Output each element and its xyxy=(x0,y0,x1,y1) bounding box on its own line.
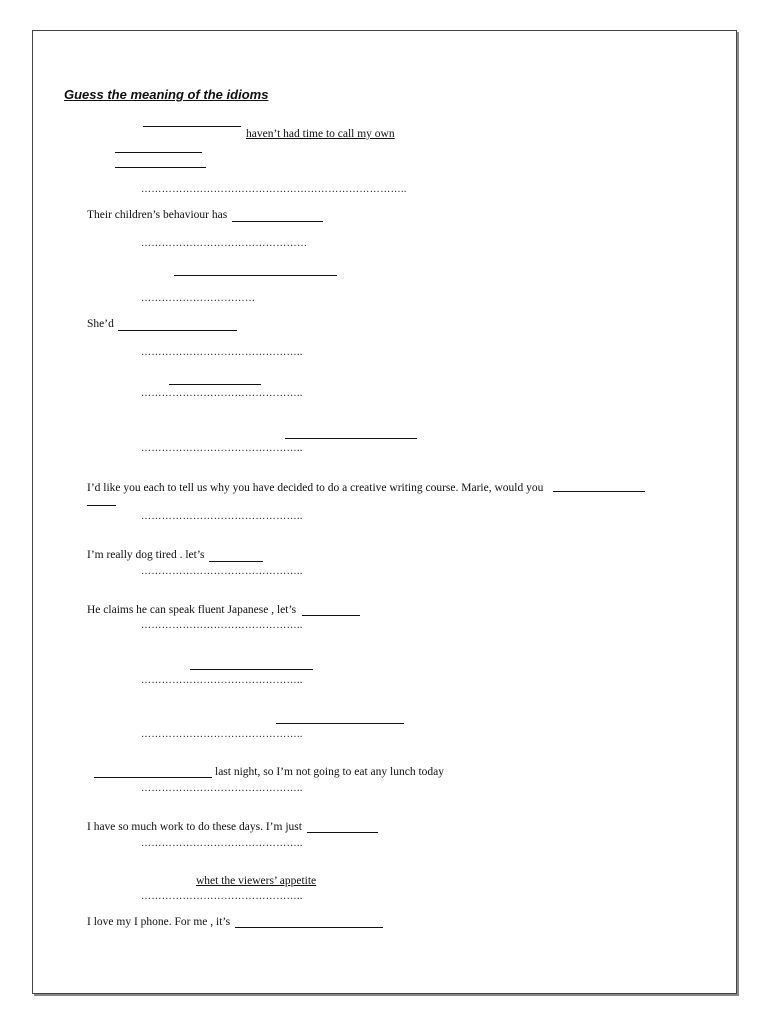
meaning-line[interactable]: ……………………………………….. xyxy=(141,783,303,794)
meaning-line[interactable]: ………………………………………………………………….. xyxy=(141,184,407,195)
answer-blank[interactable] xyxy=(115,167,206,168)
answer-blank[interactable] xyxy=(169,384,261,385)
idiom-sentence: I have so much work to do these days. I’m just xyxy=(87,821,302,833)
answer-blank[interactable] xyxy=(174,275,337,276)
answer-blank[interactable] xyxy=(235,927,383,928)
idiom-sentence: She’d xyxy=(87,318,114,330)
meaning-line[interactable]: ……………………………………….. xyxy=(141,891,303,902)
answer-blank[interactable] xyxy=(118,330,237,331)
answer-blank[interactable] xyxy=(94,777,212,778)
answer-blank[interactable] xyxy=(209,561,263,562)
meaning-line[interactable]: ……………………………………….. xyxy=(141,347,303,358)
meaning-line[interactable]: ……………………………………….. xyxy=(141,838,303,849)
answer-blank[interactable] xyxy=(553,491,645,492)
meaning-line[interactable]: ……………………………………….. xyxy=(141,675,303,686)
answer-blank[interactable] xyxy=(190,669,313,670)
meaning-line[interactable]: ……………………………………….. xyxy=(141,443,303,454)
idiom-sentence: whet the viewers’ appetite xyxy=(196,875,317,887)
answer-blank[interactable] xyxy=(115,152,202,153)
idiom-sentence: He claims he can speak fluent Japanese , let’s xyxy=(87,604,297,616)
meaning-line[interactable]: ……………………………………….. xyxy=(141,388,303,399)
meaning-line[interactable]: ……………………………………….. xyxy=(141,729,303,740)
answer-blank[interactable] xyxy=(302,615,360,616)
answer-blank[interactable] xyxy=(87,505,116,506)
answer-blank[interactable] xyxy=(143,126,241,127)
meaning-line[interactable]: ……………………………………….. xyxy=(141,511,303,522)
idiom-sentence: I love my I phone. For me , it’s xyxy=(87,916,231,928)
page-border xyxy=(32,30,737,994)
meaning-line[interactable]: ……………………………………….. xyxy=(141,566,303,577)
idiom-sentence: I’d like you each to tell us why you have decided to do a creative writing course. Marie, would you xyxy=(87,482,544,494)
idiom-sentence: Their children’s behaviour has xyxy=(87,209,228,221)
idiom-sentence: last night, so I’m not going to eat any lunch today xyxy=(215,766,445,778)
answer-blank[interactable] xyxy=(232,221,323,222)
meaning-line[interactable]: …………………………… xyxy=(141,293,256,304)
idiom-sentence: I’m really dog tired . let’s xyxy=(87,549,205,561)
meaning-line[interactable]: ……………………………………….. xyxy=(141,620,303,631)
idiom-sentence: haven’t had time to call my own xyxy=(246,128,395,140)
meaning-line[interactable]: ………………………………………… xyxy=(141,238,308,249)
answer-blank[interactable] xyxy=(276,723,404,724)
worksheet-title: Guess the meaning of the idioms xyxy=(64,87,269,102)
answer-blank[interactable] xyxy=(285,438,417,439)
answer-blank[interactable] xyxy=(307,832,378,833)
